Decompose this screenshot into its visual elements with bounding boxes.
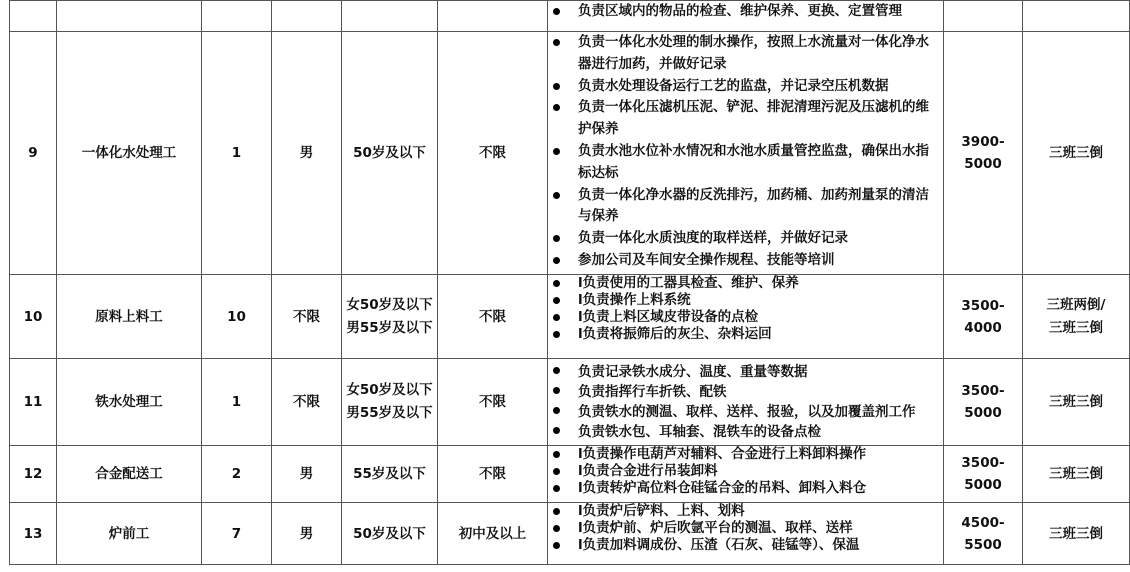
cell-age: 50岁及以下	[342, 32, 438, 275]
cell-salary: 3500-4000	[944, 275, 1023, 359]
cell-position	[57, 1, 202, 32]
cell-education: 不限	[438, 32, 548, 275]
duty-list	[552, 503, 941, 554]
duty-item: l负责操作电葫芦对辅料、合金进行上料卸料操作	[552, 446, 941, 463]
cell-salary	[944, 1, 1023, 32]
duty-list	[552, 1, 941, 23]
cell-count: 2	[202, 446, 272, 503]
cell-gender: 男	[272, 32, 342, 275]
cell-duties	[548, 275, 944, 359]
cell-salary: 3900-5000	[944, 32, 1023, 275]
duty-item: l负责加料调成份、压渣（石灰、硅锰等）、保温	[552, 537, 941, 554]
cell-duties	[548, 446, 944, 503]
duty-list	[552, 446, 941, 497]
cell-position: 合金配送工	[57, 446, 202, 503]
cell-education: 不限	[438, 275, 548, 359]
cell-duties	[548, 359, 944, 446]
cell-gender: 男	[272, 503, 342, 565]
cell-no: 12	[10, 446, 57, 503]
cell-gender: 男	[272, 446, 342, 503]
cell-shift: 三班三倒	[1023, 359, 1130, 446]
duty-item: l负责炉后铲料、上料、划料	[552, 503, 941, 520]
duty-item: 负责水处理设备运行工艺的监盘，并记录空压机数据	[552, 76, 941, 98]
duty-item: l负责合金进行吊装卸料	[552, 463, 941, 480]
cell-education: 初中及以上	[438, 503, 548, 565]
job-table	[9, 0, 1130, 565]
cell-shift: 三班三倒	[1023, 503, 1130, 565]
cell-no	[10, 1, 57, 32]
cell-salary: 3500-5000	[944, 359, 1023, 446]
duty-item: 负责一体化压滤机压泥、铲泥、排泥清理污泥及压滤机的维护保养	[552, 97, 941, 141]
cell-count	[202, 1, 272, 32]
duty-item: l负责炉前、炉后吹氩平台的测温、取样、送样	[552, 520, 941, 537]
duty-item: 负责水池水位补水情况和水池水质量管控监盘，确保出水指标达标	[552, 141, 941, 185]
cell-shift: 三班三倒	[1023, 446, 1130, 503]
table-row	[10, 359, 1130, 446]
cell-no: 10	[10, 275, 57, 359]
cell-salary: 3500-5000	[944, 446, 1023, 503]
duty-item: 负责铁水的测温、取样、送样、报验，以及加覆盖剂工作	[552, 402, 941, 422]
cell-position: 铁水处理工	[57, 359, 202, 446]
cell-age	[342, 275, 438, 359]
duty-item: 负责一体化水处理的制水操作，按照上水流量对一体化净水器进行加药，并做好记录	[552, 32, 941, 76]
cell-shift	[1023, 1, 1130, 32]
age-female: 女50岁及以下	[346, 382, 433, 398]
duty-item: l负责转炉高位料仓硅锰合金的吊料、卸料入料仓	[552, 480, 941, 497]
cell-position: 原料上料工	[57, 275, 202, 359]
duty-item: 负责区域内的物品的检查、维护保养、更换、定置管理	[552, 1, 941, 23]
cell-salary: 4500-5500	[944, 503, 1023, 565]
cell-age: 50岁及以下	[342, 503, 438, 565]
cell-no: 11	[10, 359, 57, 446]
cell-education: 不限	[438, 359, 548, 446]
cell-position: 炉前工	[57, 503, 202, 565]
table-row	[10, 1, 1130, 32]
shift-line: 三班两倒/	[1046, 296, 1106, 313]
cell-age	[342, 1, 438, 32]
cell-gender: 不限	[272, 275, 342, 359]
cell-gender	[272, 1, 342, 32]
age-female: 女50岁及以下	[346, 296, 433, 313]
duty-item: l负责上料区域皮带设备的点检	[552, 309, 941, 326]
cell-shift	[1023, 275, 1130, 359]
duty-item: 参加公司及车间安全操作规程、技能等培训	[552, 250, 941, 272]
cell-age: 55岁及以下	[342, 446, 438, 503]
age-male: 男55岁及以下	[346, 319, 433, 336]
cell-shift: 三班三倒	[1023, 32, 1130, 275]
table-row	[10, 32, 1130, 275]
duty-item: l负责将振筛后的灰尘、杂料运回	[552, 326, 941, 343]
cell-gender: 不限	[272, 359, 342, 446]
cell-age	[342, 359, 438, 446]
duty-list	[552, 359, 941, 442]
cell-no: 13	[10, 503, 57, 565]
cell-count: 1	[202, 32, 272, 275]
cell-duties	[548, 32, 944, 275]
cell-no: 9	[10, 32, 57, 275]
duty-item: 负责一体化净水器的反洗排污，加药桶、加药剂量泵的清洁与保养	[552, 185, 941, 229]
duty-item: 负责一体化水质浊度的取样送样，并做好记录	[552, 228, 941, 250]
cell-count: 7	[202, 503, 272, 565]
duty-list	[552, 32, 941, 272]
table-row	[10, 503, 1130, 565]
cell-count: 1	[202, 359, 272, 446]
table-row	[10, 275, 1130, 359]
duty-list	[552, 275, 941, 343]
cell-duties	[548, 1, 944, 32]
duty-item: 负责记录铁水成分、温度、重量等数据	[552, 362, 941, 382]
duty-item: 负责铁水包、耳轴套、混铁车的设备点检	[552, 422, 941, 442]
cell-duties	[548, 503, 944, 565]
cell-position: 一体化水处理工	[57, 32, 202, 275]
table-row	[10, 446, 1130, 503]
duty-item: l负责操作上料系统	[552, 292, 941, 309]
age-male: 男55岁及以下	[346, 405, 433, 421]
shift-line: 三班三倒	[1049, 319, 1103, 336]
cell-count: 10	[202, 275, 272, 359]
duty-item: l负责使用的工器具检查、维护、保养	[552, 275, 941, 292]
duty-item: 负责指挥行车折铁、配铁	[552, 382, 941, 402]
cell-education	[438, 1, 548, 32]
cell-education: 不限	[438, 446, 548, 503]
